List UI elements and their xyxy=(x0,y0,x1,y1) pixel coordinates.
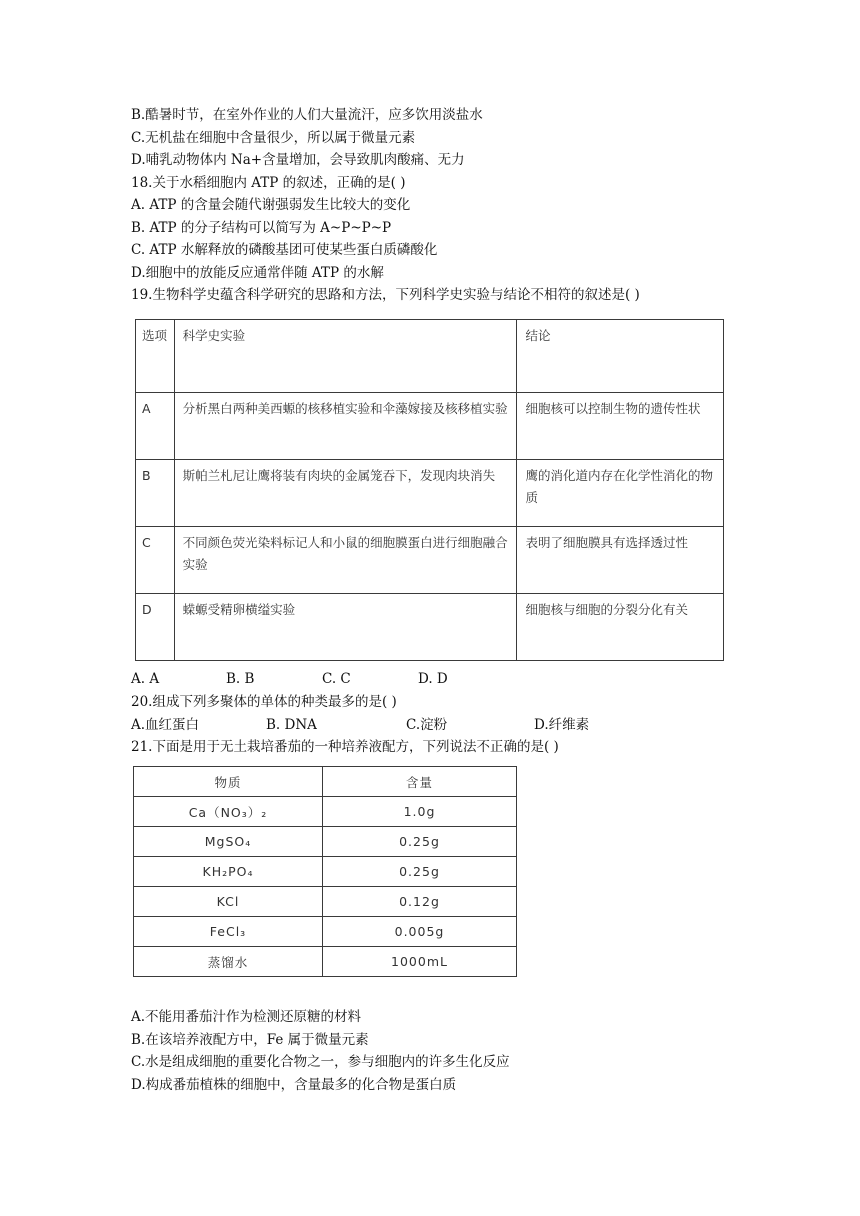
table-row xyxy=(134,857,517,887)
table-row xyxy=(134,917,517,947)
q17-option-d: D.哺乳动物体内 Na+含量增加，会导致肌肉酸痛、无力 xyxy=(131,152,465,168)
header-experiment: 科学史实验 xyxy=(174,320,517,393)
q19-option-b: B. B xyxy=(226,671,255,687)
q19-option-c: C. C xyxy=(322,671,351,687)
amount-cell: 1000mL xyxy=(323,947,517,977)
table-header-row xyxy=(136,320,724,393)
q20-option-a: A.血红蛋白 xyxy=(131,717,200,733)
amount-cell: 1.0g xyxy=(323,797,517,827)
table-row xyxy=(134,887,517,917)
amount-cell: 0.25g xyxy=(323,857,517,887)
q21-stem: 21.下面是用于无土栽培番茄的一种培养液配方，下列说法不正确的是( ) xyxy=(131,739,559,755)
experiment-cell: 蝾螈受精卵横缢实验 xyxy=(174,594,517,661)
q17-option-b: B.酷暑时节，在室外作业的人们大量流汗，应多饮用淡盐水 xyxy=(131,107,483,123)
q18-option-b: B. ATP 的分子结构可以简写为 A~P~P~P xyxy=(131,220,392,236)
q17-option-c: C.无机盐在细胞中含量很少，所以属于微量元素 xyxy=(131,130,416,146)
q18-option-a: A. ATP 的含量会随代谢强弱发生比较大的变化 xyxy=(131,197,411,213)
table-row xyxy=(134,827,517,857)
experiment-cell: 斯帕兰札尼让鹰将装有肉块的金属笼吞下，发现肉块消失 xyxy=(174,460,517,527)
table-header-row xyxy=(134,767,517,797)
option-cell: B xyxy=(136,460,175,527)
q20-stem: 20.组成下列多聚体的单体的种类最多的是( ) xyxy=(131,694,397,710)
table-row xyxy=(136,594,724,661)
q21-option-c: C.水是组成细胞的重要化合物之一，参与细胞内的许多生化反应 xyxy=(131,1054,510,1070)
substance-cell: KH₂PO₄ xyxy=(134,857,323,887)
amount-cell: 0.005g xyxy=(323,917,517,947)
header-substance: 物质 xyxy=(134,767,323,797)
q20-option-d: D.纤维素 xyxy=(534,717,590,733)
amount-cell: 0.25g xyxy=(323,827,517,857)
q21-table xyxy=(133,766,517,977)
q19-option-d: D. D xyxy=(418,671,448,687)
substance-cell: Ca（NO₃）₂ xyxy=(134,797,323,827)
q18-option-c: C. ATP 水解释放的磷酸基团可使某些蛋白质磷酸化 xyxy=(131,242,438,258)
table-row xyxy=(134,947,517,977)
q21-option-d: D.构成番茄植株的细胞中，含量最多的化合物是蛋白质 xyxy=(131,1077,457,1093)
q20-option-b: B. DNA xyxy=(266,717,317,733)
q19-option-a: A. A xyxy=(131,671,160,687)
q18-stem: 18.关于水稻细胞内 ATP 的叙述，正确的是( ) xyxy=(131,175,406,191)
experiment-cell: 不同颜色荧光染料标记人和小鼠的细胞膜蛋白进行细胞融合实验 xyxy=(174,527,517,594)
table-row xyxy=(134,797,517,827)
q19-stem: 19.生物科学史蕴含科学研究的思路和方法，下列科学史实验与结论不相符的叙述是( ) xyxy=(131,287,640,303)
conclusion-cell: 细胞核与细胞的分裂分化有关 xyxy=(517,594,724,661)
q21-option-a: A.不能用番茄汁作为检测还原糖的材料 xyxy=(131,1009,362,1025)
table-row xyxy=(136,527,724,594)
table-row xyxy=(136,393,724,460)
amount-cell: 0.12g xyxy=(323,887,517,917)
conclusion-cell: 鹰的消化道内存在化学性消化的物质 xyxy=(517,460,724,527)
substance-cell: 蒸馏水 xyxy=(134,947,323,977)
conclusion-cell: 细胞核可以控制生物的遗传性状 xyxy=(517,393,724,460)
option-cell: C xyxy=(136,527,175,594)
option-cell: D xyxy=(136,594,175,661)
header-option: 选项 xyxy=(136,320,175,393)
experiment-cell: 分析黑白两种美西螈的核移植实验和伞藻嫁接及核移植实验 xyxy=(174,393,517,460)
substance-cell: KCl xyxy=(134,887,323,917)
option-cell: A xyxy=(136,393,175,460)
substance-cell: MgSO₄ xyxy=(134,827,323,857)
table-row xyxy=(136,460,724,527)
substance-cell: FeCl₃ xyxy=(134,917,323,947)
q21-option-b: B.在该培养液配方中，Fe 属于微量元素 xyxy=(131,1032,369,1048)
q20-option-c: C.淀粉 xyxy=(406,717,448,733)
conclusion-cell: 表明了细胞膜具有选择透过性 xyxy=(517,527,724,594)
q19-table xyxy=(135,319,724,661)
q18-option-d: D.细胞中的放能反应通常伴随 ATP 的水解 xyxy=(131,265,384,281)
header-amount: 含量 xyxy=(323,767,517,797)
header-conclusion: 结论 xyxy=(517,320,724,393)
